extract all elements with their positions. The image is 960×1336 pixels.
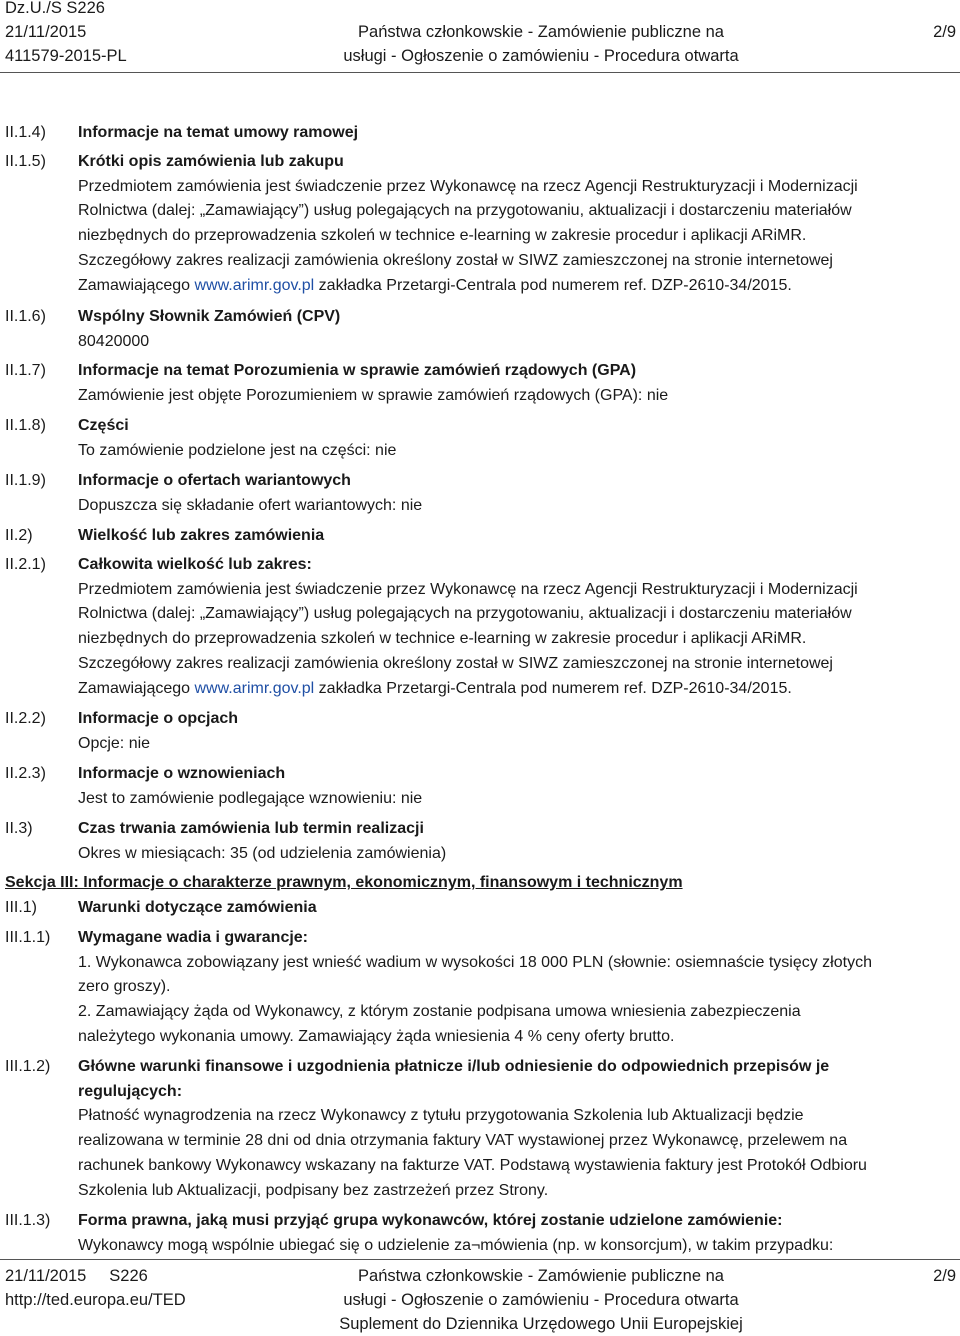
footer-center	[336, 1264, 746, 1336]
cpv-code: 80420000	[78, 332, 150, 350]
arimr-website-link[interactable]: www.arimr.gov.pl	[194, 679, 315, 697]
section-value: Okres w miesiącach: 35 (od udzielenia zamówienia)	[78, 844, 447, 862]
section-number: II.2.1)	[5, 556, 46, 573]
paragraph-line: Przedmiotem zamówienia jest świadczenie przez Wykonawcę na rzecz Agencji Restrukturyzacji i Modernizacji	[78, 580, 858, 598]
section-body	[78, 414, 958, 463]
section-number: II.1.9)	[5, 472, 46, 489]
text-span: Zamawiającego	[78, 276, 195, 294]
paragraph-line: Szkolenia lub Aktualizacji, podpisany bez zastrzeżeń przez Strony.	[78, 1181, 549, 1199]
section-number: III.1.1)	[5, 929, 51, 946]
text-span: zakładka Przetargi-Centrala pod numerem ref. DZP-2610-34/2015.	[314, 679, 792, 697]
paragraph-line	[78, 274, 958, 299]
section-number: II.1.5)	[5, 153, 46, 170]
section-number: II.2)	[5, 527, 33, 544]
header-title-line2: usługi - Ogłoszenie o zamówieniu - Procedura otwarta	[343, 47, 739, 65]
section-number: III.1)	[5, 899, 38, 916]
paragraph-line: Przedmiotem zamówienia jest świadczenie przez Wykonawcę na rzecz Agencji Restrukturyzacji i Modernizacji	[78, 177, 858, 195]
section-body	[78, 1055, 958, 1203]
section-body	[78, 817, 958, 866]
footer-divider	[0, 1259, 960, 1260]
section-body	[78, 1209, 958, 1258]
paragraph-line: realizowana w terminie 28 dni od dnia otrzymania faktury VAT wystawionej przez Wykonawcę, przelewem na	[78, 1132, 848, 1150]
section-body	[78, 150, 958, 298]
text-span: zakładka Przetargi-Centrala pod numerem ref. DZP-2610-34/2015.	[314, 276, 792, 294]
section-title: Czas trwania zamówienia lub termin realizacji	[78, 820, 424, 837]
paragraph-line: rachunek bankowy Wykonawcy wskazany na fakturze VAT. Podstawą wystawienia faktury jest Protokół Odbioru	[78, 1156, 867, 1174]
footer-title-line1: Państwa członkowskie - Zamówienie publiczne na	[358, 1267, 724, 1285]
paragraph-line: 2. Zamawiający żąda od Wykonawcy, z którym zostanie podpisana umowa wniesienia zabezpieczenia	[78, 1003, 801, 1021]
section-title: Wielkość lub zakres zamówienia	[78, 527, 325, 544]
paragraph-line: Rolnictwa (dalej: „Zamawiający”) usług polegających na przygotowaniu, aktualizacji i dostarczeniu materiałów	[78, 605, 852, 623]
section-body	[78, 305, 958, 354]
section-title: Forma prawna, jaką musi przyjąć grupa wykonawców, której zostanie udzielone zamówienie:	[78, 1212, 783, 1229]
paragraph-line: zero groszy).	[78, 978, 171, 996]
section-value: Dopuszcza się składanie ofert wariantowych: nie	[78, 496, 423, 514]
paragraph-line: Rolnictwa (dalej: „Zamawiający”) usług polegających na przygotowaniu, aktualizacji i dostarczeniu materiałów	[78, 202, 852, 220]
header-page-number: 2/9	[933, 23, 956, 41]
footer-title-line2: usługi - Ogłoszenie o zamówieniu - Procedura otwarta	[343, 1291, 739, 1309]
text-span: Zamawiającego	[78, 679, 195, 697]
section-value: Opcje: nie	[78, 734, 151, 752]
section-title-line2: regulujących:	[78, 1082, 183, 1100]
section-title: Części	[78, 417, 129, 434]
paragraph-line	[78, 677, 958, 702]
section-title: Warunki dotyczące zamówienia	[78, 899, 317, 916]
notice-number: 411579-2015-PL	[5, 47, 127, 65]
section-number: II.2.2)	[5, 710, 46, 727]
section-number: II.1.7)	[5, 362, 46, 379]
section-iii-heading: Sekcja III: Informacje o charakterze prawnym, ekonomicznym, finansowym i technicznym	[5, 874, 683, 891]
footer-title-line3: Suplement do Dziennika Urzędowego Unii Europejskiej	[339, 1315, 743, 1333]
arimr-website-link[interactable]: www.arimr.gov.pl	[194, 276, 315, 294]
header-left	[5, 0, 127, 68]
section-value: Zamówienie jest objęte Porozumieniem w sprawie zamówień rządowych (GPA): nie	[78, 386, 669, 404]
paragraph-line: Szczegółowy zakres realizacji zamówienia określony został w SIWZ zamieszczonej na stronie internetowej	[78, 654, 833, 672]
section-title: Informacje o wznowieniach	[78, 765, 286, 782]
section-title-line1: Główne warunki finansowe i uzgodnienia płatnicze i/lub odniesienie do odpowiednich przepisów je	[78, 1058, 830, 1075]
section-number: II.1.8)	[5, 417, 46, 434]
paragraph-line: niezbędnych do przeprowadzenia szkoleń w technice e-learning w zakresie procedur i aplikacji ARiMR.	[78, 227, 807, 245]
section-body	[78, 707, 958, 756]
section-number: II.1.6)	[5, 308, 46, 325]
section-number: II.2.3)	[5, 765, 46, 782]
section-title: Krótki opis zamówienia lub zakupu	[78, 153, 344, 170]
footer-date-issue: 21/11/2015 S226	[5, 1267, 148, 1285]
section-body	[78, 553, 958, 701]
section-body	[78, 762, 958, 811]
paragraph-line: niezbędnych do przeprowadzenia szkoleń w technice e-learning w zakresie procedur i aplikacji ARiMR.	[78, 630, 807, 648]
section-number: II.3)	[5, 820, 33, 837]
paragraph-line: Wykonawcy mogą wspólnie ubiegać się o udzielenie za¬mówienia (np. w konsorcjum), w takim przypadku:	[78, 1236, 834, 1254]
journal-ref: Dz.U./S S226	[5, 0, 105, 17]
section-body	[78, 926, 958, 1050]
paragraph-line: należytego wykonania umowy. Zamawiający żąda wniesienia 4 % ceny oferty brutto.	[78, 1027, 675, 1045]
paragraph-line: 1. Wykonawca zobowiązany jest wnieść wadium w wysokości 18 000 PLN (słownie: osiemnaście tysięcy złotych	[78, 953, 872, 971]
section-number: III.1.3)	[5, 1212, 51, 1229]
section-title: Informacje na temat Porozumienia w sprawie zamówień rządowych (GPA)	[78, 362, 637, 379]
ted-url[interactable]: http://ted.europa.eu/TED	[5, 1291, 186, 1309]
section-title: Całkowita wielkość lub zakres:	[78, 556, 312, 573]
section-body	[78, 359, 958, 408]
section-title: Wymagane wadia i gwarancje:	[78, 929, 309, 946]
paragraph-line: Szczegółowy zakres realizacji zamówienia określony został w SIWZ zamieszczonej na stronie internetowej	[78, 251, 833, 269]
header-date: 21/11/2015	[5, 23, 87, 41]
section-value: To zamówienie podzielone jest na części: nie	[78, 441, 397, 459]
section-title: Informacje o ofertach wariantowych	[78, 472, 351, 489]
paragraph-line: Płatność wynagrodzenia na rzecz Wykonawcy z tytułu przygotowania Szkolenia lub Aktualizacji będzie	[78, 1107, 804, 1125]
section-body	[78, 469, 958, 518]
section-title: Informacje o opcjach	[78, 710, 239, 727]
section-title: Informacje na temat umowy ramowej	[78, 124, 359, 141]
header-divider	[0, 72, 960, 73]
section-title: Wspólny Słownik Zamówień (CPV)	[78, 308, 341, 325]
footer-left	[5, 1264, 186, 1312]
section-value: Jest to zamówienie podlegające wznowieniu: nie	[78, 789, 423, 807]
footer-page-number: 2/9	[933, 1267, 956, 1285]
section-number: II.1.4)	[5, 124, 46, 141]
header-title-line1: Państwa członkowskie - Zamówienie publiczne na	[358, 23, 724, 41]
header-center	[336, 20, 746, 68]
section-number: III.1.2)	[5, 1058, 51, 1075]
